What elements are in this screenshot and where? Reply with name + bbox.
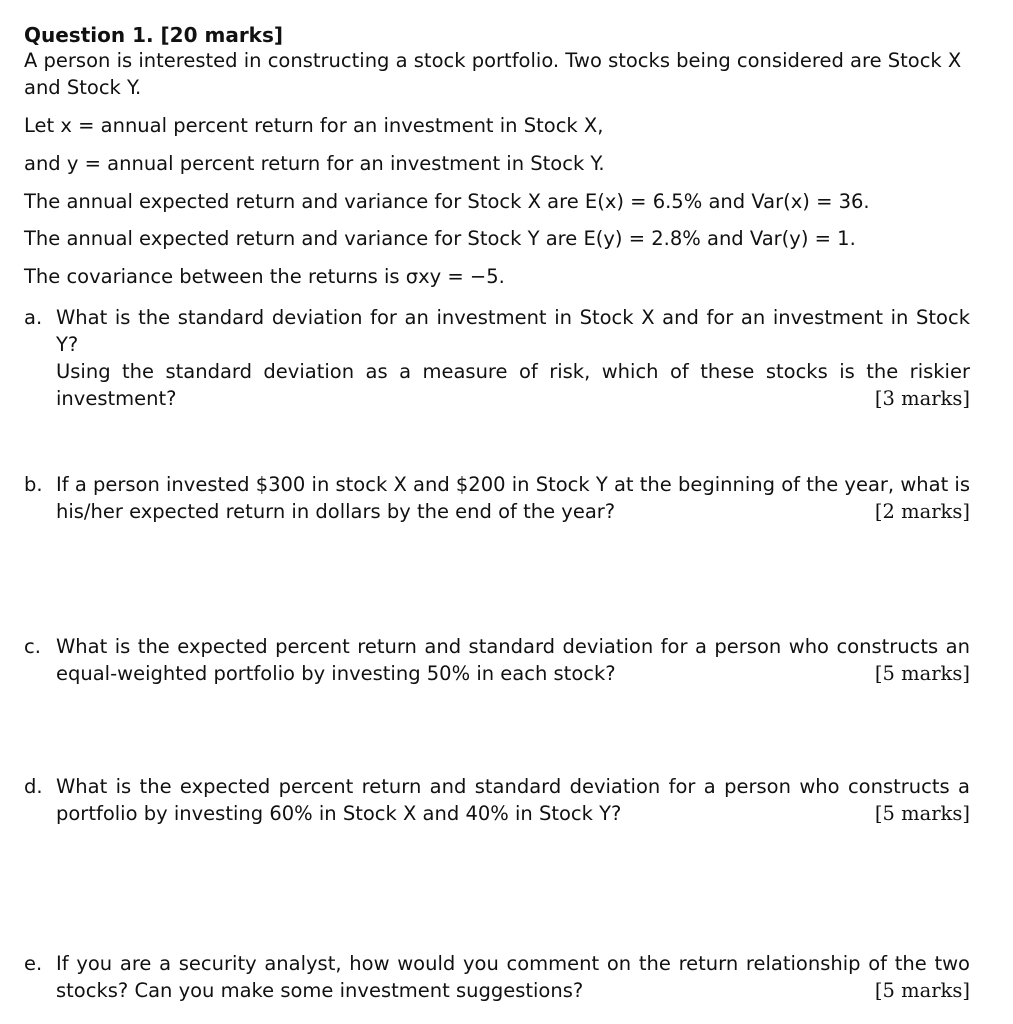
question-a-line-3: investment? (56, 387, 177, 410)
question-e-marks: [5 marks] (874, 979, 970, 1002)
question-a-marks: [3 marks] (874, 387, 970, 410)
question-b-letter: b. (24, 473, 43, 496)
intro-line-2: and Stock Y. (24, 76, 142, 99)
covariance-statement: The covariance between the returns is σxy = −5. (24, 265, 505, 288)
question-d-marks: [5 marks] (874, 802, 970, 825)
question-c-letter: c. (24, 635, 41, 658)
question-a-line-1: What is the standard deviation for an investment in Stock X and for an investment in Stock Y? (56, 306, 970, 356)
definition-y: and y = annual percent return for an investment in Stock Y. (24, 152, 605, 175)
question-a-line-2: Using the standard deviation as a measure of risk, which of these stocks is the riskier (56, 360, 970, 383)
stock-x-stats: The annual expected return and variance for Stock X are E(x) = 6.5% and Var(x) = 36. (24, 190, 870, 213)
question-e-line-1: If you are a security analyst, how would you comment on the return relationship of the two (56, 952, 970, 975)
question-c-line-2: equal-weighted portfolio by investing 50% in each stock? (56, 662, 616, 685)
stock-y-stats: The annual expected return and variance for Stock Y are E(y) = 2.8% and Var(y) = 1. (24, 227, 856, 250)
question-d (24, 773, 970, 827)
question-a-letter: a. (24, 306, 43, 329)
question-b (24, 471, 970, 525)
question-d-letter: d. (24, 775, 43, 798)
question-e-line-2: stocks? Can you make some investment suggestions? (56, 979, 584, 1002)
question-c-marks: [5 marks] (874, 662, 970, 685)
question-title: Question 1. [20 marks] (24, 23, 284, 47)
question-b-marks: [2 marks] (874, 500, 970, 523)
question-c-line-1: What is the expected percent return and standard deviation for a person who constructs an (56, 635, 970, 658)
intro-line-1: A person is interested in constructing a stock portfolio. Two stocks being considered are Stock X (24, 49, 962, 72)
question-b-line-1: If a person invested $300 in stock X and $200 in Stock Y at the beginning of the year, what is (56, 473, 970, 496)
question-c (24, 633, 970, 687)
question-d-line-2: portfolio by investing 60% in Stock X and 40% in Stock Y? (56, 802, 622, 825)
question-d-line-1: What is the expected percent return and standard deviation for a person who constructs a (56, 775, 970, 798)
definition-x: Let x = annual percent return for an investment in Stock X, (24, 114, 604, 137)
question-a (24, 304, 970, 412)
question-e-letter: e. (24, 952, 43, 975)
question-b-line-2: his/her expected return in dollars by the end of the year? (56, 500, 616, 523)
question-e (24, 950, 970, 1004)
